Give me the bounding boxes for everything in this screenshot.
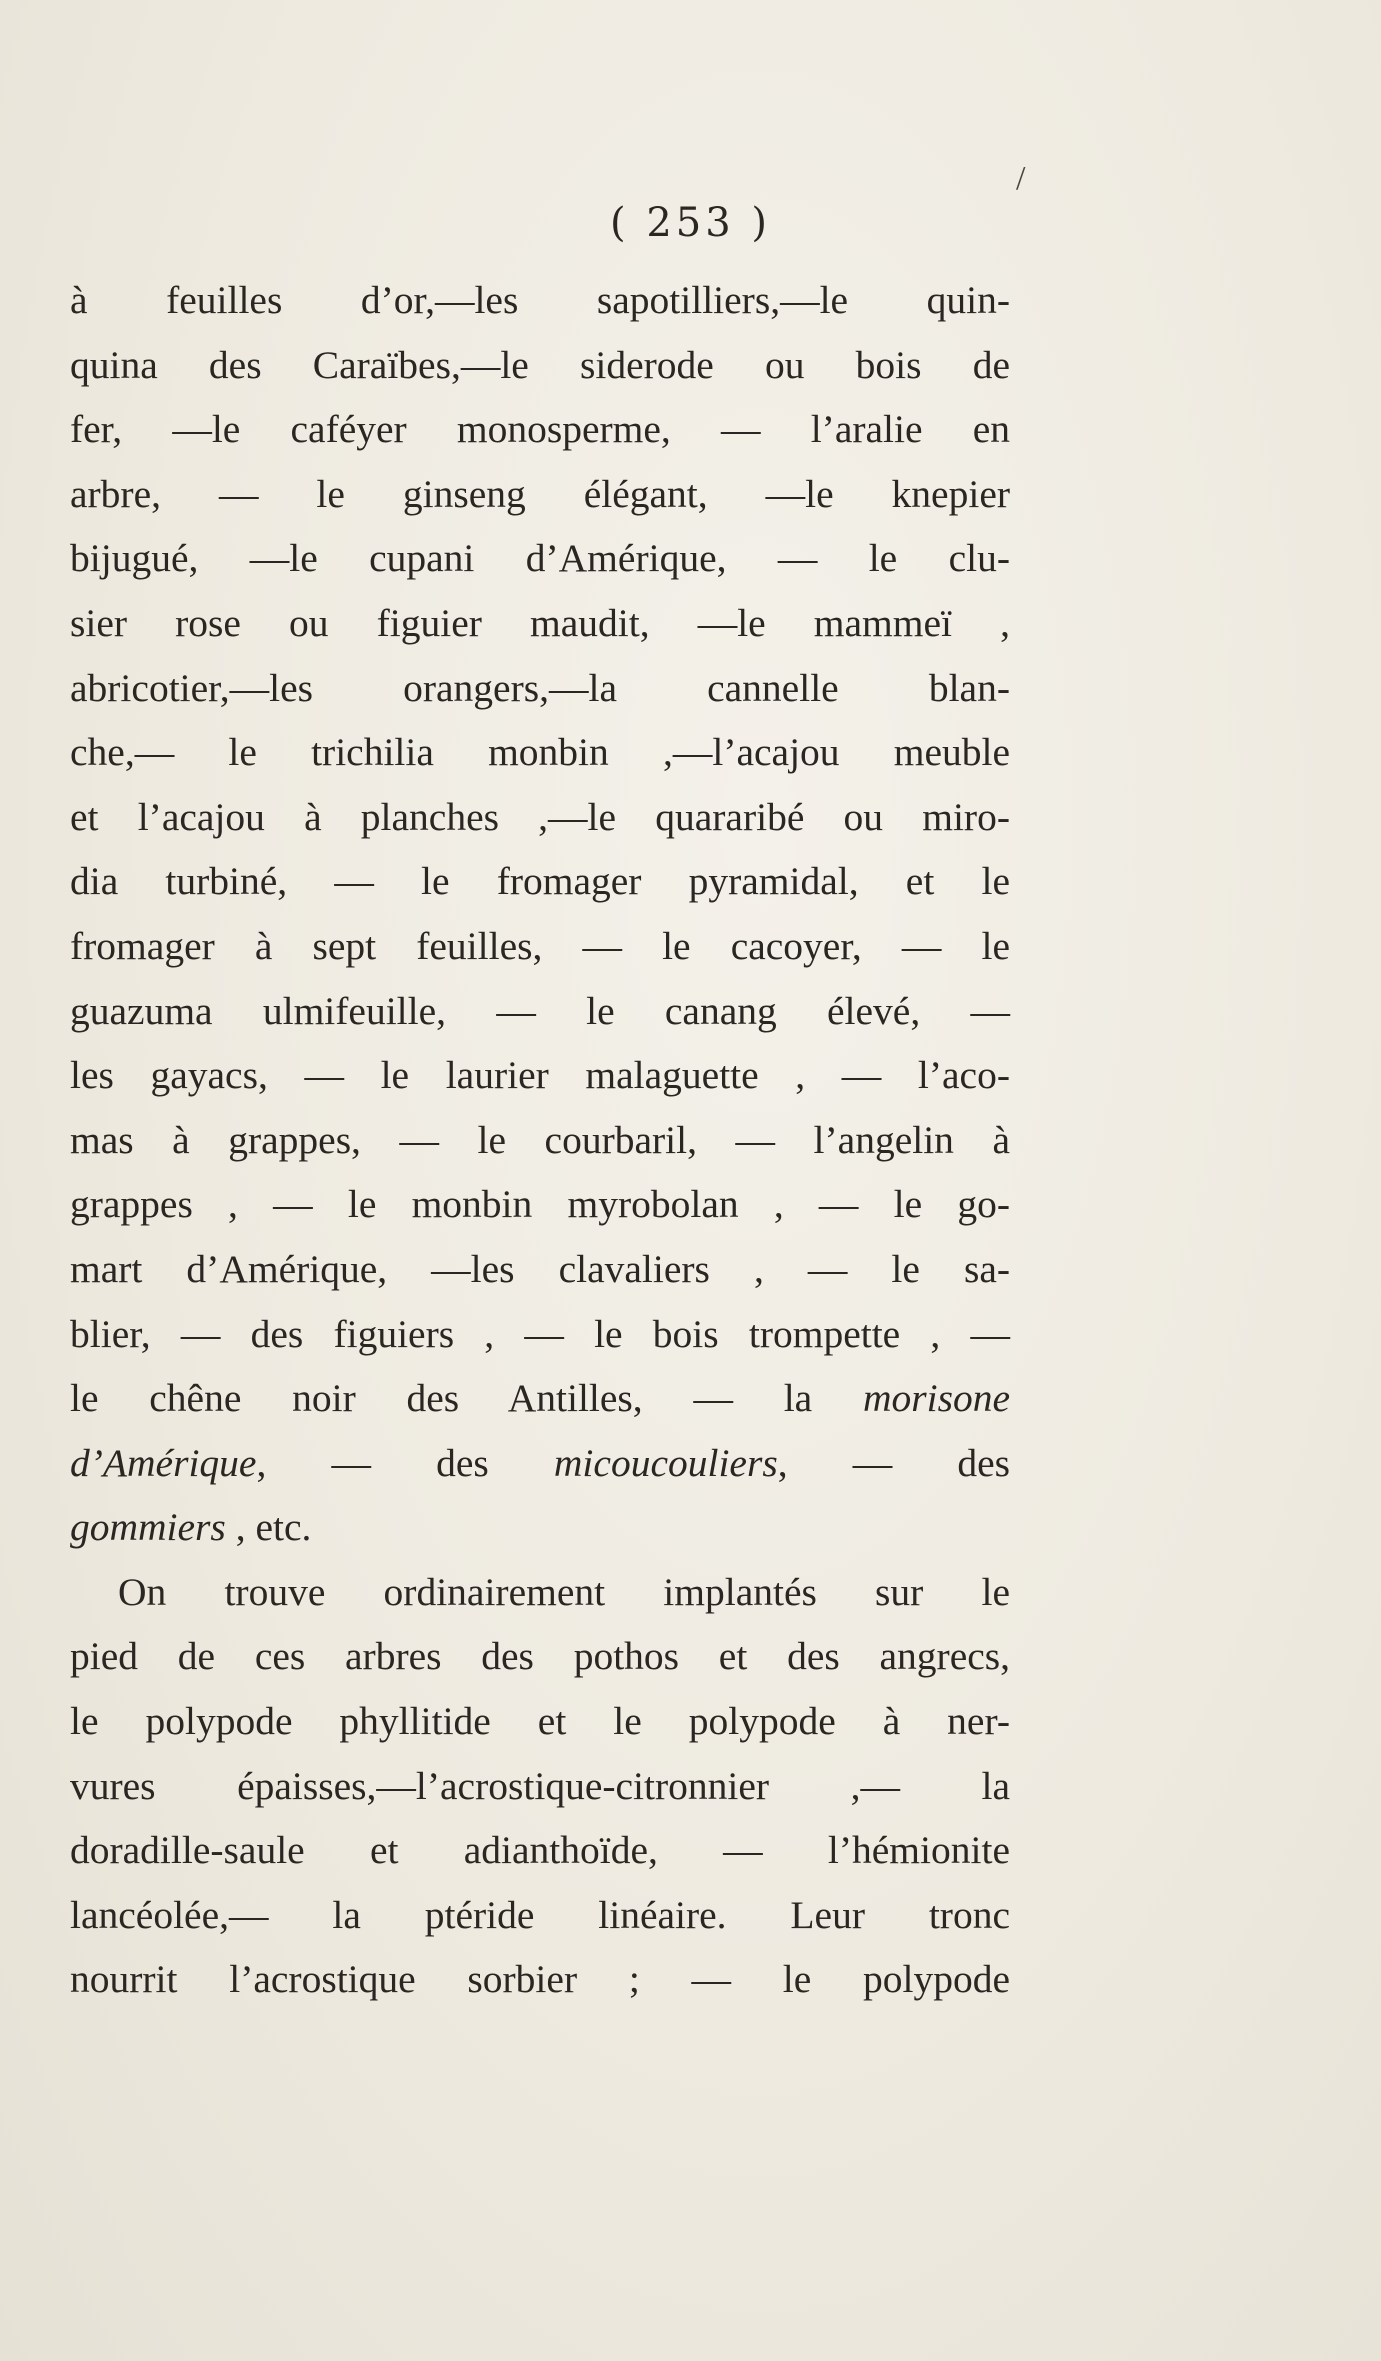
- body-text: [70, 268, 1010, 2012]
- text-segment: pied de ces arbres des pothos et des angrecs,: [70, 1634, 1010, 1679]
- text-segment: fromager à sept feuilles, — le cacoyer, — le: [70, 923, 1010, 968]
- text-segment: les gayacs, — le laurier malaguette , — l’aco-: [70, 1053, 1010, 1098]
- text-segment: nourrit l’acrostique sorbier ; — le polypode: [70, 1957, 1010, 2002]
- italic-term: d’Amérique: [70, 1440, 257, 1485]
- text-line: [70, 1366, 1010, 1431]
- text-line: [70, 1624, 1010, 1689]
- text-segment: mart d’Amérique, —les clavaliers , — le sa-: [70, 1246, 1010, 1291]
- text-line: [70, 656, 1010, 721]
- text-segment: vures épaisses,—l’acrostique-citronnier ,— la: [70, 1763, 1010, 1808]
- text-segment: et l’acajou à planches ,—le quararibé ou miro-: [70, 794, 1010, 839]
- page-number: ( 253 ): [610, 200, 771, 246]
- text-line: [70, 1754, 1010, 1819]
- text-line: [70, 1043, 1010, 1108]
- text-line: [70, 1495, 1010, 1560]
- text-segment: On trouve ordinairement implantés sur le: [118, 1569, 1010, 1614]
- text-line: [70, 268, 1010, 333]
- text-segment: che,— le trichilia monbin ,—l’acajou meuble: [70, 730, 1010, 775]
- text-segment: , — des: [256, 1440, 554, 1485]
- text-line: [70, 333, 1010, 398]
- text-segment: lancéolée,— la ptéride linéaire. Leur tronc: [70, 1892, 1010, 1937]
- text-line: [70, 1947, 1010, 2012]
- text-segment: le polypode phyllitide et le polypode à ner-: [70, 1699, 1010, 1744]
- italic-term: morisone: [862, 1376, 1010, 1421]
- text-segment: bijugué, —le cupani d’Amérique, — le clu-: [70, 536, 1010, 581]
- text-line: [70, 1302, 1010, 1367]
- text-segment: à feuilles d’or,—les sapotilliers,—le quin-: [70, 278, 1010, 322]
- text-line: [70, 462, 1010, 527]
- text-segment: dia turbiné, — le fromager pyramidal, et le: [70, 859, 1010, 904]
- text-line: [70, 1883, 1010, 1948]
- text-line: [70, 914, 1010, 979]
- italic-term: micoucouliers: [553, 1440, 778, 1485]
- text-segment: le chêne noir des Antilles, — la: [70, 1376, 863, 1421]
- text-segment: fer, —le caféyer monosperme, — l’aralie en: [70, 407, 1010, 452]
- text-line: [70, 1818, 1010, 1883]
- text-line: [70, 979, 1010, 1044]
- text-segment: guazuma ulmifeuille, — le canang élevé, —: [70, 988, 1010, 1033]
- text-segment: arbre, — le ginseng élégant, —le knepier: [70, 471, 1010, 516]
- stray-ink-mark: /: [1016, 160, 1026, 197]
- text-line: [70, 1172, 1010, 1237]
- text-segment: grappes , — le monbin myrobolan , — le go-: [70, 1182, 1010, 1227]
- text-line: [70, 1689, 1010, 1754]
- text-line: [70, 1237, 1010, 1302]
- text-segment: , etc.: [225, 1505, 312, 1550]
- italic-term: gommiers: [70, 1505, 226, 1550]
- text-line: [70, 720, 1010, 785]
- text-segment: abricotier,—les orangers,—la cannelle blan-: [70, 665, 1010, 710]
- text-line: [70, 1108, 1010, 1173]
- text-line: [70, 397, 1010, 462]
- text-segment: mas à grappes, — le courbaril, — l’angelin à: [70, 1117, 1010, 1162]
- text-line: [70, 849, 1010, 914]
- text-segment: , — des: [777, 1440, 1011, 1485]
- text-line: [70, 1431, 1010, 1496]
- text-line: [70, 526, 1010, 591]
- text-line: [70, 591, 1010, 656]
- text-line: [70, 1560, 1010, 1625]
- text-segment: quina des Caraïbes,—le siderode ou bois de: [70, 342, 1010, 387]
- text-segment: blier, — des figuiers , — le bois trompette , —: [70, 1311, 1010, 1356]
- text-segment: doradille-saule et adianthoïde, — l’hémionite: [70, 1828, 1010, 1873]
- text-line: [70, 785, 1010, 850]
- text-segment: sier rose ou figuier maudit, —le mammeï ,: [70, 600, 1010, 645]
